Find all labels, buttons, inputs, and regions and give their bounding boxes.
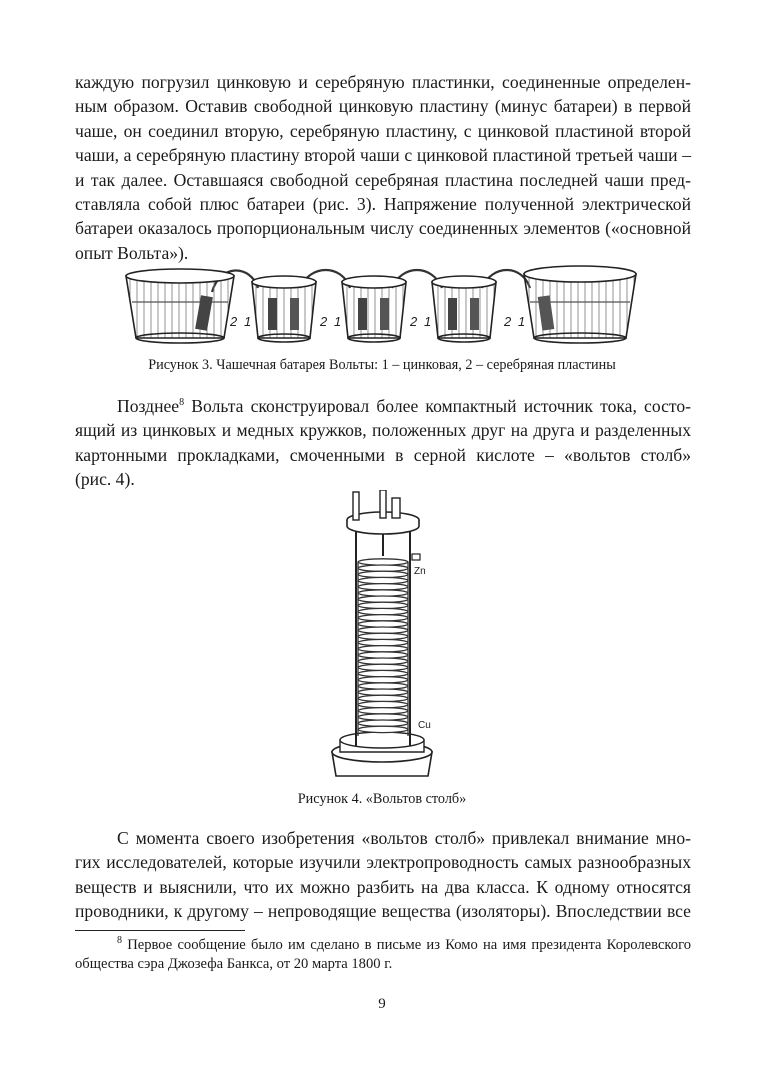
figure-3-caption: Рисунок 3. Чашечная батарея Вольты: 1 – цинковая, 2 – серебряная пластины bbox=[148, 357, 616, 373]
text-line: батареи оказалось пропорциональным числу соединенных элементов («основной bbox=[75, 218, 691, 239]
pile-disk bbox=[358, 646, 408, 652]
pile-disk bbox=[358, 639, 408, 645]
text-fragment: Первое сообщение было им сделано в письме из Комо на имя президента Королевского bbox=[122, 937, 691, 953]
paragraph-2 bbox=[75, 394, 691, 492]
text-line: опыт Вольта»). bbox=[75, 242, 189, 263]
text-line: гих исследователей, которые изучили электропроводность самых разнообразных bbox=[75, 852, 691, 873]
figure-3-cup-battery-illustration bbox=[120, 262, 642, 348]
cup-3 bbox=[342, 276, 406, 342]
plate-label: 1 bbox=[334, 314, 342, 329]
disk-stack bbox=[358, 559, 408, 736]
plate-label: 2 bbox=[410, 314, 418, 329]
pile-disk bbox=[358, 559, 408, 565]
text-line: (рис. 4). bbox=[75, 469, 135, 490]
pile-disk bbox=[358, 633, 408, 639]
footnote-mark: 8 bbox=[117, 935, 122, 947]
pile-disk bbox=[358, 602, 408, 608]
text-fragment: Вольта сконструировал более компактный источник тока, состо- bbox=[184, 396, 691, 416]
pile-disk bbox=[358, 708, 408, 714]
pile-disk bbox=[358, 658, 408, 664]
pile-disk bbox=[358, 714, 408, 720]
cup-2 bbox=[252, 276, 316, 342]
pile-disk bbox=[358, 677, 408, 683]
terminal-clip bbox=[412, 554, 420, 560]
pile-disk bbox=[358, 683, 408, 689]
plate-label: 2 bbox=[230, 314, 238, 329]
text-line: и так далее. Оставшаяся свободной серебряная пластина последней чаши пред- bbox=[75, 169, 691, 190]
text-line: веществ и выяснили, что их можно разбить на два класса. К одному относятся bbox=[75, 876, 691, 897]
pile-disk bbox=[358, 577, 408, 583]
pile-disk bbox=[358, 689, 408, 695]
plate-label: 1 bbox=[424, 314, 432, 329]
pile-disk bbox=[358, 565, 408, 571]
text-line: ящий из цинковых и медных кружков, положенных друг на друга и разделенных bbox=[75, 420, 691, 441]
plate-label: 2 bbox=[504, 314, 512, 329]
text-line: чаши, а серебряную пластину второй чаши с цинковой пластиной третьей чаши – bbox=[75, 145, 691, 166]
text-line: каждую погрузил цинковую и серебряную пластинки, соединенные определен- bbox=[75, 72, 691, 92]
text-line: ставляла собой плюс батареи (рис. 3). Напряжение полученной электрической bbox=[75, 194, 691, 215]
text-line bbox=[75, 394, 691, 418]
pile-disk bbox=[358, 695, 408, 701]
pile-disk bbox=[358, 670, 408, 676]
figure-4-voltaic-pile-illustration bbox=[326, 490, 438, 782]
zinc-label: Zn bbox=[414, 566, 426, 577]
pile-disk bbox=[358, 701, 408, 707]
pile-disk bbox=[358, 596, 408, 602]
pile-disk bbox=[358, 615, 408, 621]
cup-4 bbox=[432, 276, 496, 342]
plate-label: 1 bbox=[244, 314, 252, 329]
text-line: картонными прокладками, смоченными в серной кислоте – «вольтов столб» bbox=[75, 444, 691, 465]
pile-disk bbox=[358, 621, 408, 627]
pile-disk bbox=[358, 584, 408, 590]
footnote-reference: 8 bbox=[179, 397, 185, 409]
pile-disk bbox=[358, 590, 408, 596]
copper-label: Cu bbox=[418, 720, 431, 731]
paragraph-3 bbox=[75, 826, 691, 924]
plate-label: 1 bbox=[518, 314, 526, 329]
page-number: 9 bbox=[378, 996, 386, 1012]
paragraph-1 bbox=[75, 70, 691, 265]
text-line: проводники, к другому – непроводящие вещества (изоляторы). Впоследствии все bbox=[75, 901, 691, 922]
cup-1 bbox=[126, 269, 234, 343]
text-line: С момента своего изобретения «вольтов столб» привлекал внимание мно- bbox=[117, 828, 691, 848]
text-line: ным образом. Оставив свободной цинковую пластину (минус батареи) в первой bbox=[75, 96, 691, 117]
figure-4-caption: Рисунок 4. «Вольтов столб» bbox=[297, 791, 467, 807]
text-line: чаше, он соединил вторую, серебряную пластину, с цинковой пластиной второй bbox=[75, 120, 691, 141]
text-line bbox=[75, 936, 691, 955]
footnote bbox=[75, 936, 691, 974]
pile-disk bbox=[358, 652, 408, 658]
pile-disk bbox=[358, 664, 408, 670]
pile-disk bbox=[358, 726, 408, 732]
footnote-separator bbox=[75, 930, 245, 931]
plate-label: 2 bbox=[320, 314, 328, 329]
pile-disk bbox=[358, 608, 408, 614]
pile-disk bbox=[358, 627, 408, 633]
cup-5 bbox=[524, 266, 636, 343]
pile-disk bbox=[358, 571, 408, 577]
text-fragment: Позднее bbox=[117, 396, 180, 416]
text-line: общества сэра Джозефа Банкса, от 20 марта 1800 г. bbox=[75, 956, 393, 972]
pile-disk bbox=[358, 720, 408, 726]
